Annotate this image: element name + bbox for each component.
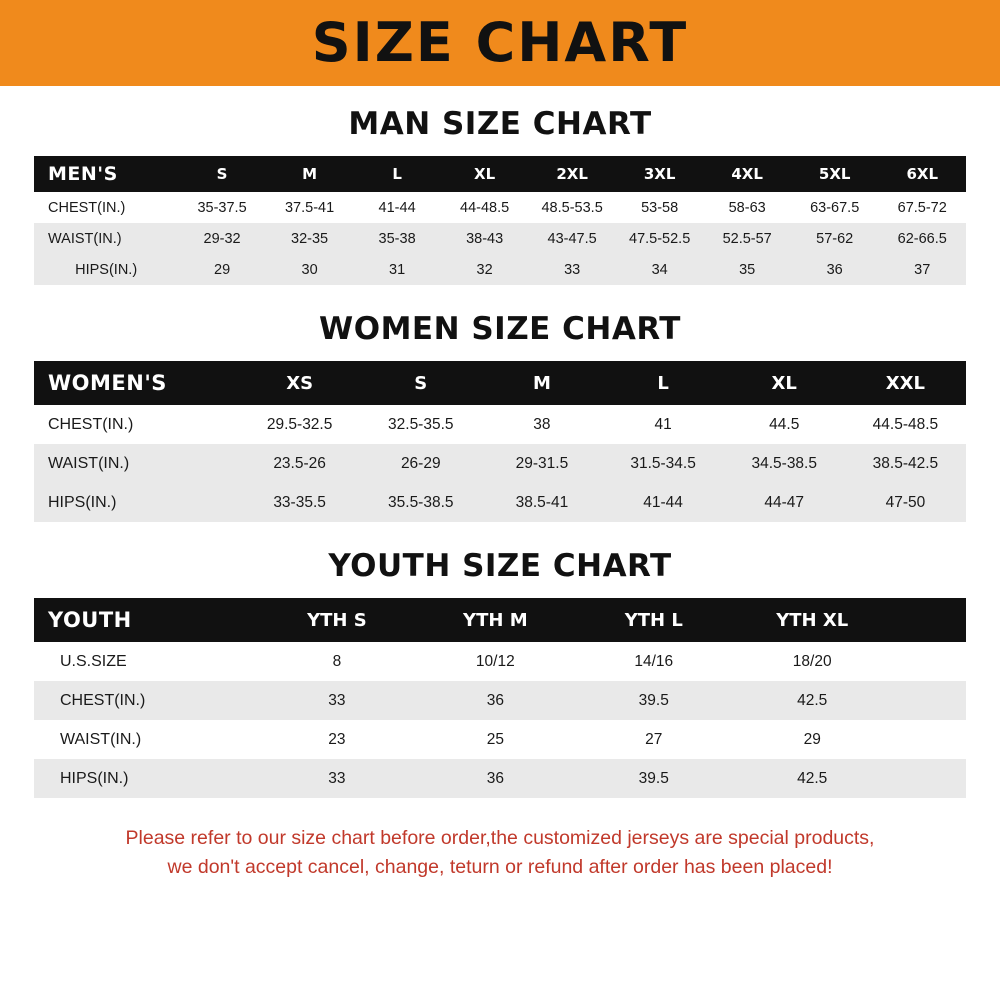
youth-row-1-spacer (891, 681, 966, 720)
youth-header-cell-1: YTH S (307, 609, 367, 631)
man-table-wrapper (0, 156, 1000, 285)
women-row-2-cell-2: 38.5-41 (481, 483, 602, 522)
women-row-0-cell-1: 32.5-35.5 (360, 405, 481, 444)
man-section-title: MAN SIZE CHART (348, 106, 652, 142)
man-row-1-cell-1: 32-35 (266, 223, 354, 254)
table-row (34, 223, 966, 254)
man-row-1-cell-5: 47.5-52.5 (616, 223, 704, 254)
youth-row-2-spacer (891, 720, 966, 759)
women-size-table (34, 361, 966, 522)
man-row-1-cell-8: 62-66.5 (878, 223, 966, 254)
man-row-1-cell-6: 52.5-57 (703, 223, 791, 254)
man-row-2-cell-5: 34 (616, 254, 704, 285)
man-header-cell-0: MEN'S (48, 163, 118, 185)
man-row-2-cell-7: 36 (791, 254, 879, 285)
youth-header-spacer (891, 598, 966, 642)
women-row-1-cell-5: 38.5-42.5 (845, 444, 966, 483)
youth-row-1-cell-0: 33 (258, 681, 416, 720)
women-row-0-cell-0: 29.5-32.5 (239, 405, 360, 444)
man-header-cell-7: 4XL (731, 165, 763, 183)
women-row-0-cell-5: 44.5-48.5 (845, 405, 966, 444)
man-row-0-cell-3: 44-48.5 (441, 192, 529, 223)
women-table-header-row (34, 361, 966, 405)
women-row-1-cell-0: 23.5-26 (239, 444, 360, 483)
youth-row-2-cell-2: 27 (575, 720, 733, 759)
youth-header-cell-4: YTH XL (776, 609, 849, 631)
man-row-2-cell-1: 30 (266, 254, 354, 285)
women-header-cell-6: XXL (885, 372, 926, 394)
man-row-0-label: CHEST(IN.) (34, 192, 178, 223)
youth-header-cell-2: YTH M (463, 609, 528, 631)
women-row-1-cell-2: 29-31.5 (481, 444, 602, 483)
women-row-2-cell-5: 47-50 (845, 483, 966, 522)
man-row-0-cell-7: 63-67.5 (791, 192, 879, 223)
man-row-1-cell-3: 38-43 (441, 223, 529, 254)
women-header-cell-5: XL (771, 372, 797, 394)
youth-row-0-label: U.S.SIZE (34, 642, 258, 681)
man-header-cell-6: 3XL (643, 165, 676, 183)
women-row-1-label: WAIST(IN.) (34, 444, 239, 483)
women-header-cell-4: L (657, 372, 669, 394)
footer-note (0, 824, 1000, 883)
table-row (34, 681, 966, 720)
women-row-2-cell-3: 41-44 (603, 483, 724, 522)
man-row-0-cell-1: 37.5-41 (266, 192, 354, 223)
youth-header-cell-0: YOUTH (48, 608, 132, 632)
table-row (34, 192, 966, 223)
women-row-1-cell-4: 34.5-38.5 (724, 444, 845, 483)
man-row-0-cell-6: 58-63 (703, 192, 791, 223)
man-row-0-cell-0: 35-37.5 (178, 192, 266, 223)
women-row-1-cell-3: 31.5-34.5 (603, 444, 724, 483)
man-row-0-cell-2: 41-44 (353, 192, 441, 223)
man-header-cell-1: S (216, 165, 228, 183)
youth-row-3-cell-2: 39.5 (575, 759, 733, 798)
man-row-2-cell-2: 31 (353, 254, 441, 285)
women-header-cell-0: WOMEN'S (48, 371, 167, 395)
women-row-0-cell-2: 38 (481, 405, 602, 444)
women-row-2-cell-0: 33-35.5 (239, 483, 360, 522)
women-row-0-cell-4: 44.5 (724, 405, 845, 444)
man-row-1-cell-2: 35-38 (353, 223, 441, 254)
man-table-header-row (34, 156, 966, 192)
table-row (34, 720, 966, 759)
man-row-2-cell-8: 37 (878, 254, 966, 285)
table-row (34, 254, 966, 285)
youth-header-cell-3: YTH L (624, 609, 683, 631)
youth-table-header-row (34, 598, 966, 642)
youth-row-2-label: WAIST(IN.) (34, 720, 258, 759)
table-row (34, 444, 966, 483)
youth-row-0-cell-0: 8 (258, 642, 416, 681)
man-row-1-cell-4: 43-47.5 (528, 223, 616, 254)
youth-row-3-cell-3: 42.5 (733, 759, 891, 798)
youth-row-2-cell-1: 25 (416, 720, 574, 759)
women-row-2-label: HIPS(IN.) (34, 483, 239, 522)
youth-size-table (34, 598, 966, 798)
youth-row-1-cell-2: 39.5 (575, 681, 733, 720)
youth-row-2-cell-3: 29 (733, 720, 891, 759)
man-row-2-cell-4: 33 (528, 254, 616, 285)
youth-row-1-label: CHEST(IN.) (34, 681, 258, 720)
youth-row-3-spacer (891, 759, 966, 798)
women-row-2-cell-4: 44-47 (724, 483, 845, 522)
man-row-2-cell-0: 29 (178, 254, 266, 285)
man-row-0-cell-5: 53-58 (616, 192, 704, 223)
man-header-cell-8: 5XL (818, 165, 851, 183)
youth-row-2-cell-0: 23 (258, 720, 416, 759)
man-header-cell-9: 6XL (906, 165, 938, 183)
man-header-cell-5: 2XL (556, 165, 588, 183)
man-size-table (34, 156, 966, 285)
youth-table-wrapper (0, 598, 1000, 798)
women-table-wrapper (0, 361, 1000, 522)
table-row (34, 405, 966, 444)
man-row-1-label: WAIST(IN.) (34, 223, 178, 254)
youth-section-title: YOUTH SIZE CHART (328, 548, 672, 584)
youth-row-1-cell-1: 36 (416, 681, 574, 720)
youth-row-0-spacer (891, 642, 966, 681)
women-header-cell-1: XS (286, 372, 314, 394)
footer-note-line-2: we don't accept cancel, change, teturn or refund after order has been placed! (167, 856, 833, 879)
man-row-1-cell-7: 57-62 (791, 223, 879, 254)
man-row-2-cell-3: 32 (441, 254, 529, 285)
youth-row-0-cell-2: 14/16 (575, 642, 733, 681)
women-row-0-label: CHEST(IN.) (34, 405, 239, 444)
youth-row-3-cell-1: 36 (416, 759, 574, 798)
women-section-title: WOMEN SIZE CHART (319, 311, 681, 347)
man-row-2-label: HIPS(IN.) (34, 254, 178, 285)
man-row-0-cell-8: 67.5-72 (878, 192, 966, 223)
youth-row-0-cell-1: 10/12 (416, 642, 574, 681)
man-header-cell-2: M (302, 165, 318, 183)
man-header-cell-3: L (392, 165, 402, 183)
women-row-0-cell-3: 41 (603, 405, 724, 444)
page-title: SIZE CHART (311, 11, 689, 74)
youth-row-3-cell-0: 33 (258, 759, 416, 798)
youth-row-1-cell-3: 42.5 (733, 681, 891, 720)
table-row (34, 759, 966, 798)
women-row-2-cell-1: 35.5-38.5 (360, 483, 481, 522)
women-header-cell-3: M (532, 372, 551, 394)
man-row-1-cell-0: 29-32 (178, 223, 266, 254)
footer-note-line-1: Please refer to our size chart before order,the customized jerseys are special products, (125, 827, 875, 849)
youth-row-0-cell-3: 18/20 (733, 642, 891, 681)
women-header-cell-2: S (414, 372, 428, 394)
women-row-1-cell-1: 26-29 (360, 444, 481, 483)
table-row (34, 642, 966, 681)
page-banner (0, 0, 1000, 86)
man-header-cell-4: XL (474, 165, 496, 183)
youth-row-3-label: HIPS(IN.) (34, 759, 258, 798)
man-row-2-cell-6: 35 (703, 254, 791, 285)
man-row-0-cell-4: 48.5-53.5 (528, 192, 616, 223)
table-row (34, 483, 966, 522)
